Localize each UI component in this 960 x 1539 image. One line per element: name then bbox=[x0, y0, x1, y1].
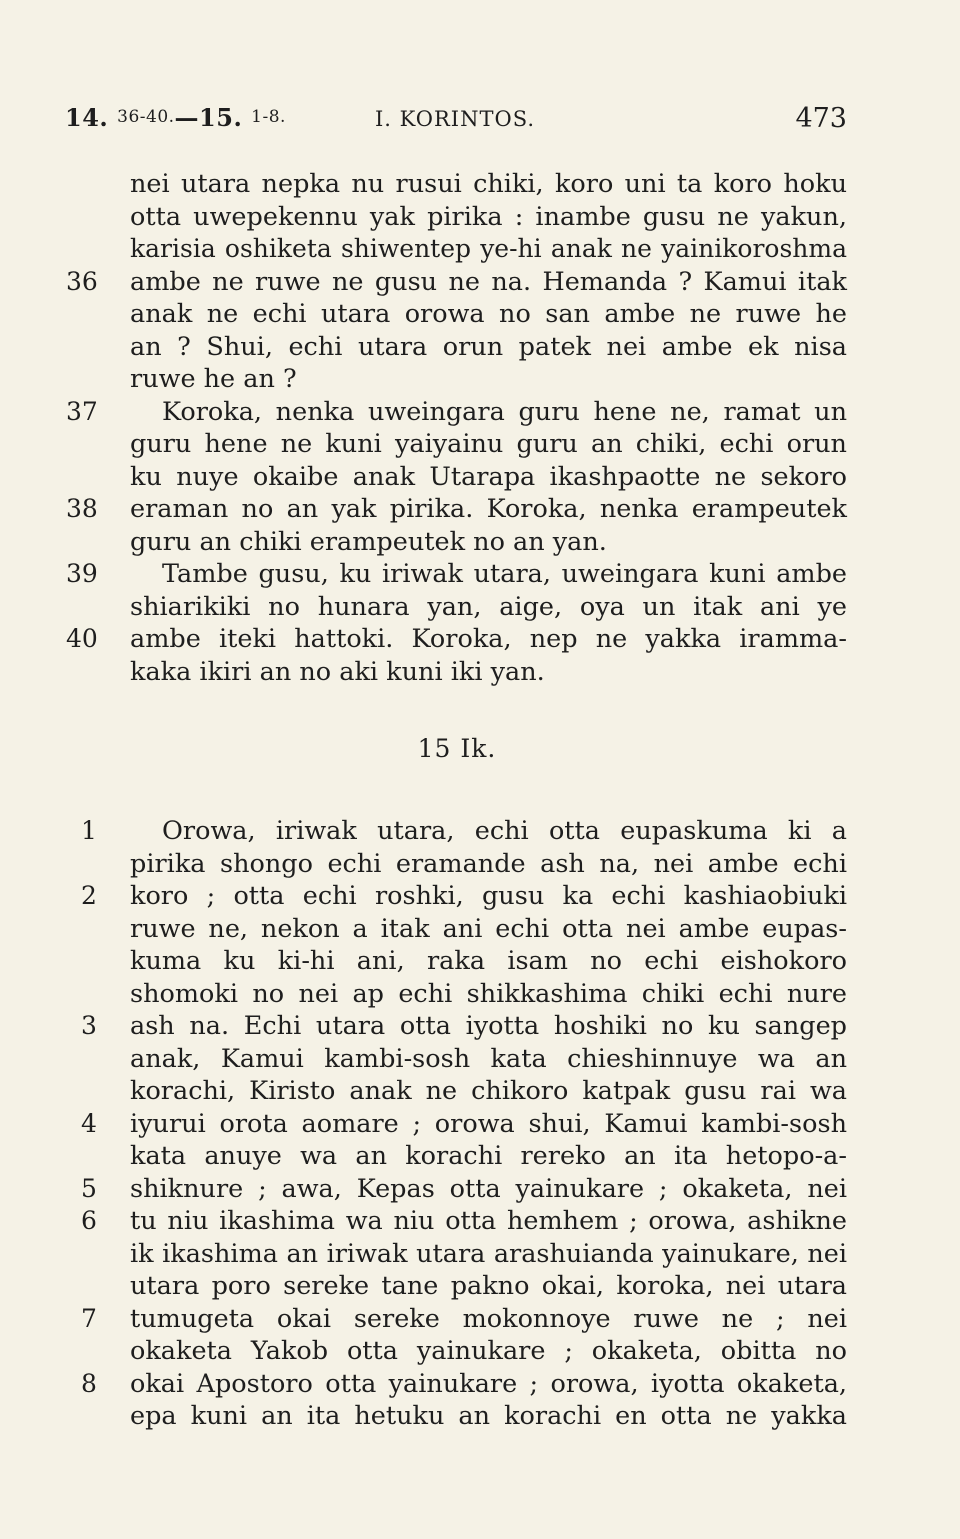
verse-number: 36 bbox=[66, 266, 98, 296]
book-title: I. KORINTOS. bbox=[375, 107, 536, 131]
text-line: korachi, Kiristo anak ne chikoro katpak gusu rai wa bbox=[130, 1076, 847, 1106]
text-line: ambe ne ruwe ne gusu ne na. Hemanda ? Kamui itak bbox=[130, 266, 847, 297]
text-line: ruwe ne, nekon a itak ani echi otta nei ambe eupas- bbox=[130, 913, 847, 944]
text-line: guru an chiki erampeutek no an yan. bbox=[130, 526, 607, 557]
text-line: nei utara nepka nu rusui chiki, koro uni ta koro hoku bbox=[130, 169, 847, 199]
verse-number: 8 bbox=[81, 1368, 97, 1398]
text-line: kata anuye wa an korachi rereko an ita hetopo-a- bbox=[130, 1141, 847, 1171]
text-line: shomoki no nei ap echi shikkashima chiki echi nure bbox=[130, 978, 847, 1009]
verse-number: 37 bbox=[66, 396, 98, 426]
text-line: shiknure ; awa, Kepas otta yainukare ; okaketa, nei bbox=[130, 1173, 847, 1204]
text-line: tu niu ikashima wa niu otta hemhem ; orowa, ashikne bbox=[130, 1206, 847, 1236]
verse-number: 3 bbox=[81, 1011, 97, 1040]
verse-number: 38 bbox=[66, 494, 98, 523]
verse-number: 1 bbox=[81, 816, 97, 845]
verse-number: 6 bbox=[81, 1206, 97, 1235]
text-line: anak ne echi utara orowa no san ambe ne ruwe he bbox=[130, 299, 847, 329]
text-line: epa kuni an ita hetuku an korachi en otta ne yakka bbox=[130, 1401, 847, 1431]
chapter-verse-range: 14. 36-40.—15. 1-8. bbox=[65, 103, 286, 132]
text-line: ik ikashima an iriwak utara arashuianda yainukare, nei bbox=[130, 1238, 847, 1269]
text-line: tumugeta okai sereke mokonnoye ruwe ne ; nei bbox=[130, 1303, 847, 1334]
text-line: guru hene ne kuni yaiyainu guru an chiki, echi orun bbox=[130, 429, 847, 459]
text-line: Tambe gusu, ku iriwak utara, uweingara kuni ambe bbox=[162, 559, 847, 589]
text-line: kuma ku ki-hi ani, raka isam no echi eishokoro bbox=[130, 946, 847, 976]
page-number: 473 bbox=[795, 103, 847, 134]
text-line: koro ; otta echi roshki, gusu ka echi kashiaobiuki bbox=[130, 881, 847, 911]
verse-number: 5 bbox=[81, 1173, 97, 1203]
text-line: utara poro sereke tane pakno okai, koroka, nei utara bbox=[130, 1271, 847, 1301]
text-line: otta uwepekennu yak pirika : inambe gusu ne yakun, bbox=[130, 201, 847, 232]
text-line: Koroka, nenka uweingara guru hene ne, ramat un bbox=[162, 396, 847, 427]
verse-number: 2 bbox=[81, 881, 97, 910]
verse-number: 40 bbox=[66, 624, 98, 653]
text-line: shiarikiki no hunara yan, aige, oya un itak ani ye bbox=[130, 591, 847, 622]
text-line: okaketa Yakob otta yainukare ; okaketa, obitta no bbox=[130, 1336, 847, 1366]
text-line: ambe iteki hattoki. Koroka, nep ne yakka iramma- bbox=[130, 624, 847, 654]
text-line: ku nuye okaibe anak Utarapa ikashpaotte ne sekoro bbox=[130, 461, 847, 492]
chapter-heading: 15 Ik. bbox=[417, 734, 497, 763]
verse-number: 4 bbox=[81, 1108, 97, 1138]
text-line: iyurui orota aomare ; orowa shui, Kamui kambi-sosh bbox=[130, 1108, 847, 1139]
text-line: okai Apostoro otta yainukare ; orowa, iyotta okaketa, bbox=[130, 1368, 847, 1399]
text-line: pirika shongo echi eramande ash na, nei ambe echi bbox=[130, 848, 847, 879]
text-line: Orowa, iriwak utara, echi otta eupaskuma ki a bbox=[162, 816, 847, 846]
text-line: anak, Kamui kambi-sosh kata chieshinnuye wa an bbox=[130, 1043, 847, 1074]
verse-number: 39 bbox=[66, 559, 98, 588]
verse-number: 7 bbox=[81, 1303, 97, 1333]
text-line: ruwe he an ? bbox=[130, 364, 297, 394]
text-line: eraman no an yak pirika. Koroka, nenka erampeutek bbox=[130, 494, 847, 524]
text-line: kaka ikiri an no aki kuni iki yan. bbox=[130, 656, 545, 687]
text-line: karisia oshiketa shiwentep ye-hi anak ne yainikoroshma bbox=[130, 234, 847, 263]
text-line: an ? Shui, echi utara orun patek nei ambe ek nisa bbox=[130, 331, 847, 362]
running-header bbox=[65, 103, 847, 139]
text-line: ash na. Echi utara otta iyotta hoshiki no ku sangep bbox=[130, 1011, 847, 1041]
